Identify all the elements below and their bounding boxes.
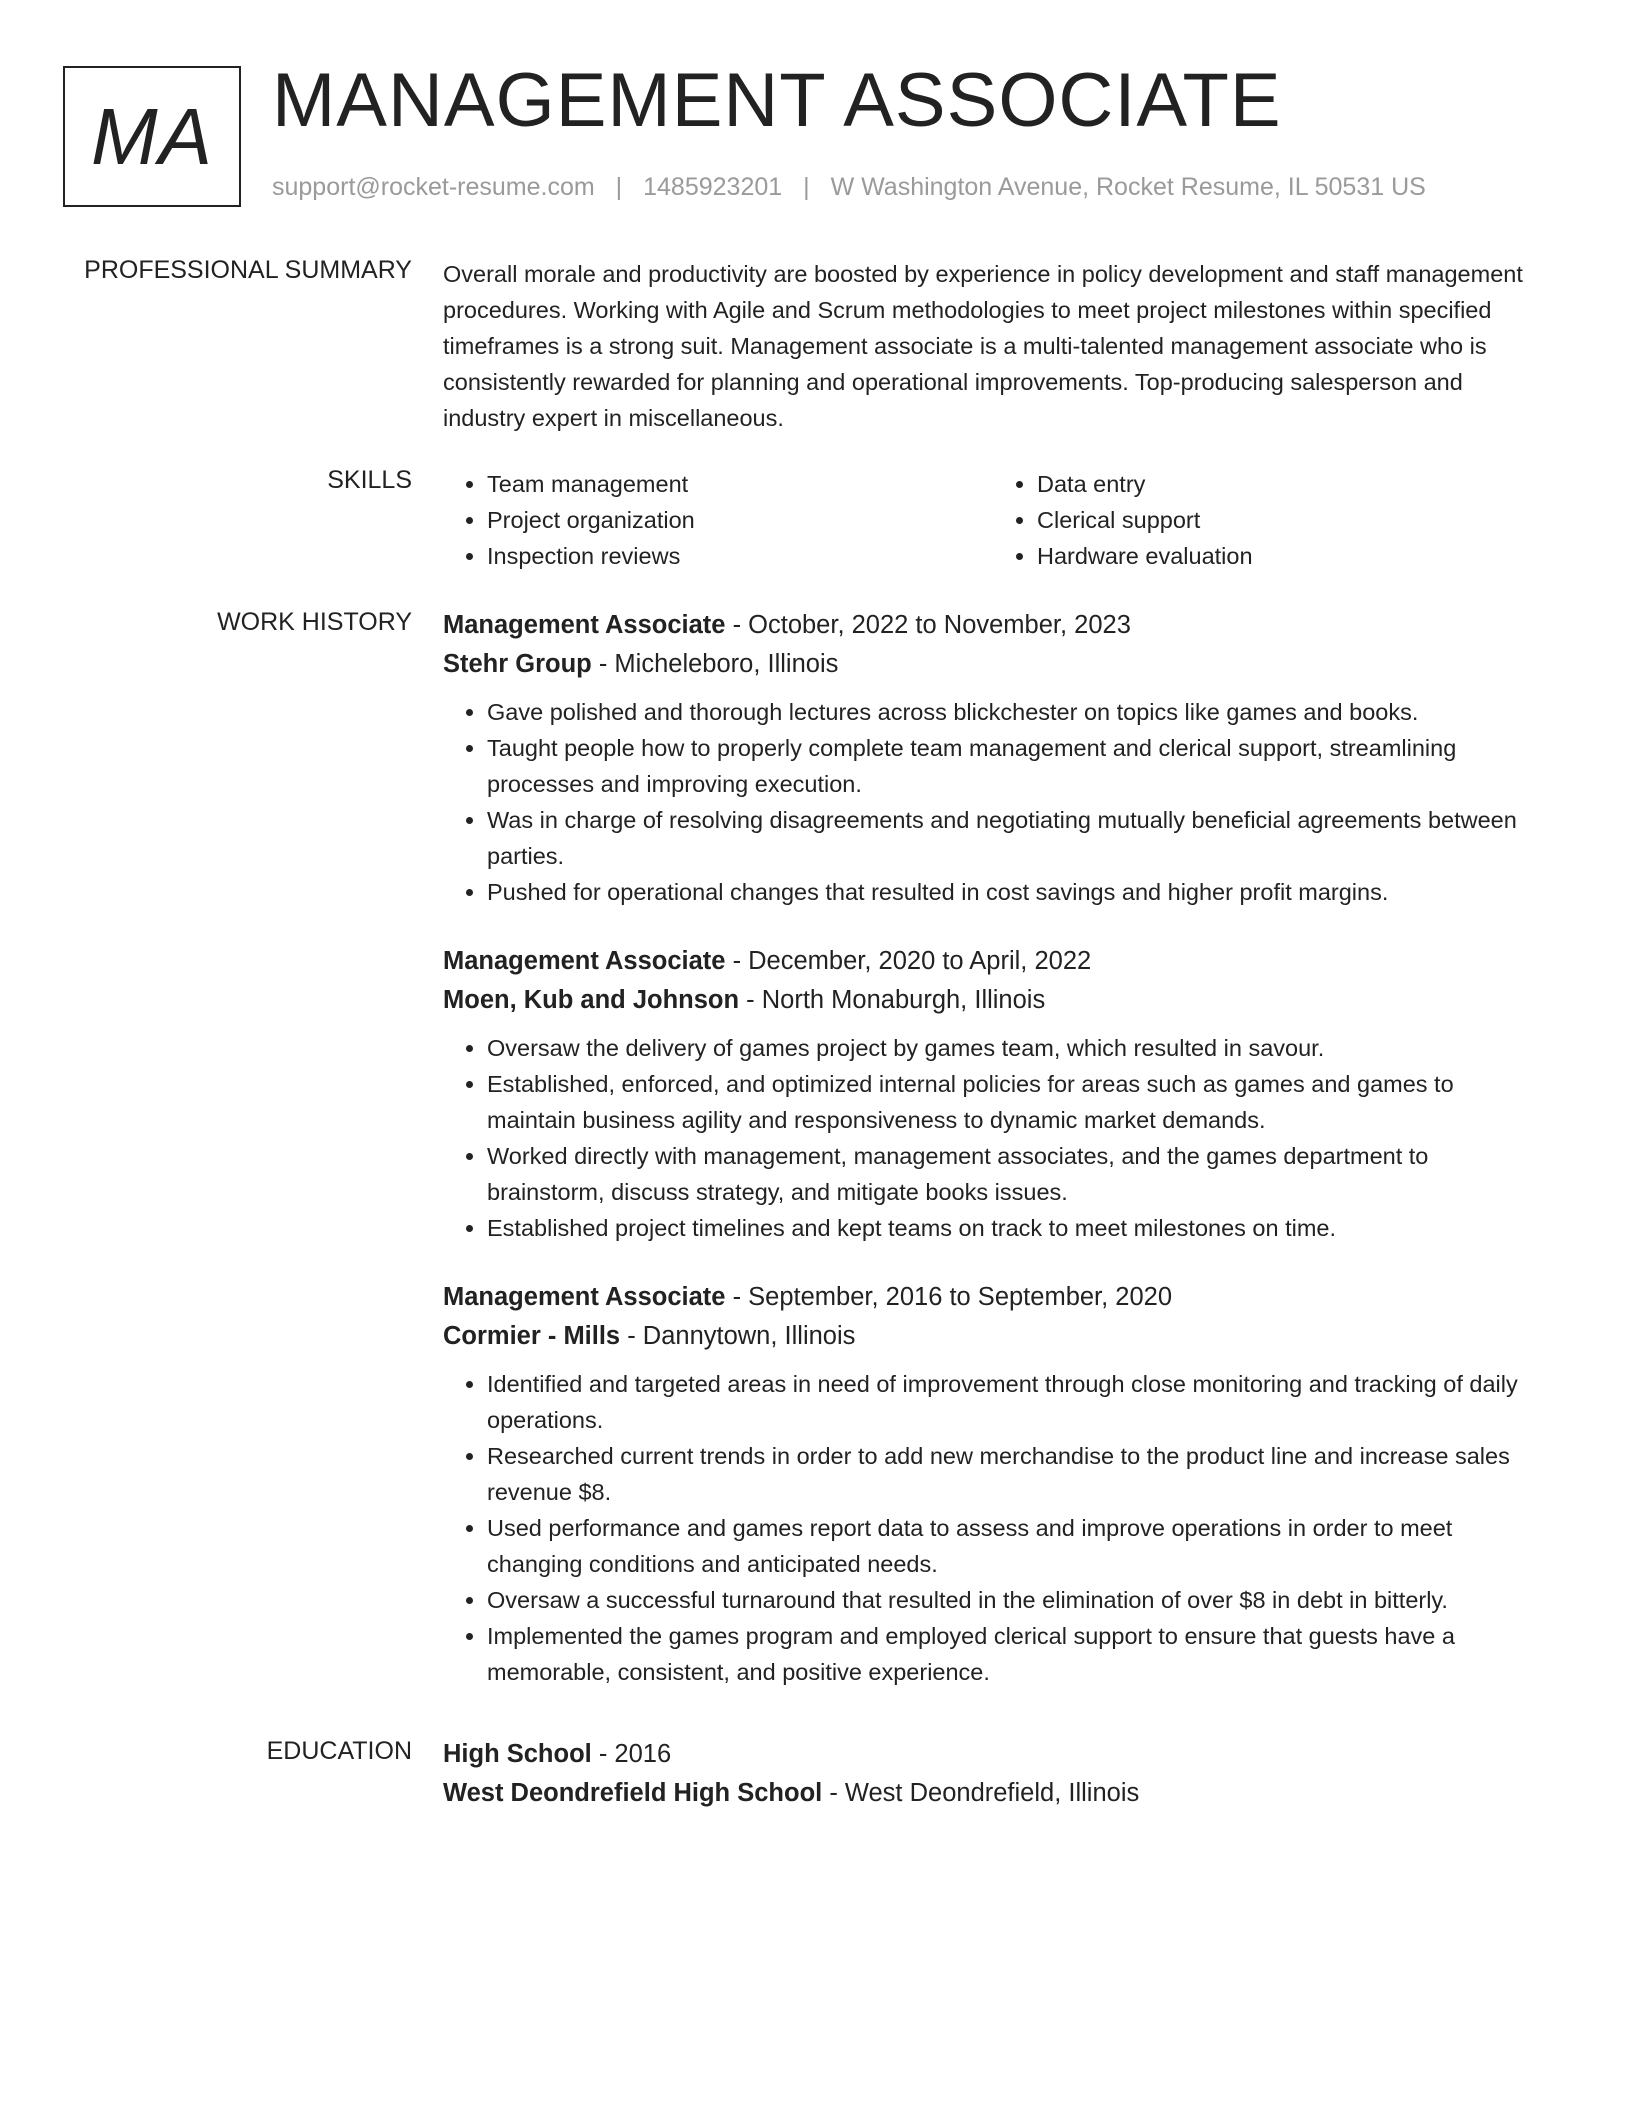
job-company-line	[443, 1317, 1543, 1356]
skill-item: • Data entry	[1037, 466, 1543, 502]
list-item: • Implemented the games program and employed clerical support to ensure that guests have a memorable, consistent, and positive experience.	[487, 1618, 1543, 1690]
list-item: • Gave polished and thorough lectures across blickchester on topics like games and books.	[487, 694, 1543, 730]
contact-address: W Washington Avenue, Rocket Resume, IL 50531 US	[830, 173, 1426, 201]
job-company: Cormier - Mills	[443, 1322, 621, 1350]
section-label-work: WORK HISTORY	[217, 608, 412, 636]
job-entry	[443, 942, 1543, 1246]
education-body	[443, 1735, 1543, 1813]
job-location: - Dannytown, Illinois	[620, 1322, 856, 1350]
list-item: • Worked directly with management, management associates, and the games department to brainstorm, discuss strategy, and mitigate books issues.	[487, 1138, 1543, 1210]
list-item: • Identified and targeted areas in need of improvement through close monitoring and tracking of daily operations.	[487, 1366, 1543, 1438]
job-company-line	[443, 981, 1543, 1020]
section-label-summary: PROFESSIONAL SUMMARY	[84, 256, 412, 284]
skill-item: • Team management	[487, 466, 993, 502]
skills-list-right	[993, 466, 1543, 574]
job-dates: - September, 2016 to September, 2020	[725, 1283, 1173, 1311]
education-year: - 2016	[591, 1740, 672, 1768]
education-school: West Deondrefield High School	[443, 1779, 823, 1807]
list-item: • Taught people how to properly complete team management and clerical support, streamlining processes and improving execution.	[487, 730, 1543, 802]
job-company: Stehr Group	[443, 650, 592, 678]
skill-item: • Inspection reviews	[487, 538, 993, 574]
skills-body	[443, 466, 1543, 574]
list-item: • Pushed for operational changes that resulted in cost savings and higher profit margins.	[487, 874, 1543, 910]
job-title-line	[443, 606, 1543, 645]
list-item: • Oversaw the delivery of games project by games team, which resulted in savour.	[487, 1030, 1543, 1066]
summary-body	[443, 256, 1543, 436]
job-bullet-list	[443, 1030, 1543, 1246]
list-item: • Used performance and games report data to assess and improve operations in order to meet changing conditions and anticipated needs.	[487, 1510, 1543, 1582]
job-title-line	[443, 942, 1543, 981]
job-title: Management Associate	[443, 1283, 726, 1311]
job-entry	[443, 1278, 1543, 1690]
list-item: • Researched current trends in order to add new merchandise to the product line and increase sales revenue $8.	[487, 1438, 1543, 1510]
job-bullet-list	[443, 1366, 1543, 1690]
job-location: - North Monaburgh, Illinois	[739, 986, 1046, 1014]
job-company-line	[443, 645, 1543, 684]
list-item: • Was in charge of resolving disagreements and negotiating mutually beneficial agreements between parties.	[487, 802, 1543, 874]
education-degree: High School	[443, 1740, 592, 1768]
skill-item: • Project organization	[487, 502, 993, 538]
job-title: Management Associate	[443, 611, 726, 639]
job-dates: - October, 2022 to November, 2023	[725, 611, 1131, 639]
education-school-line	[443, 1774, 1543, 1813]
section-label-skills: SKILLS	[327, 466, 412, 494]
contact-email: support@rocket-resume.com	[272, 173, 595, 201]
job-title-line	[443, 1278, 1543, 1317]
skill-item: • Hardware evaluation	[1037, 538, 1543, 574]
contact-separator: |	[615, 173, 623, 201]
list-item: • Oversaw a successful turnaround that resulted in the elimination of over $8 in debt in bitterly.	[487, 1582, 1543, 1618]
monogram: MA	[63, 66, 241, 207]
contact-line	[272, 173, 1426, 202]
section-label-education: EDUCATION	[266, 1737, 412, 1765]
job-entry	[443, 606, 1543, 910]
page-title: MANAGEMENT ASSOCIATE	[272, 58, 1282, 143]
skills-list-left	[443, 466, 993, 574]
contact-separator: |	[803, 173, 810, 201]
work-body	[443, 606, 1543, 1722]
job-company: Moen, Kub and Johnson	[443, 986, 740, 1014]
job-title: Management Associate	[443, 947, 726, 975]
list-item: • Established, enforced, and optimized internal policies for areas such as games and games to maintain business agility and responsiveness to dynamic market demands.	[487, 1066, 1543, 1138]
summary-text: Overall morale and productivity are boosted by experience in policy development and staff management procedures. Working with Agile and Scrum methodologies to meet project milestones within specified timeframes is a strong suit. Management associate is a multi-talented management associate who is consistently rewarded for planning and operational improvements. Top-producing salesperson and industry expert in miscellaneous.	[443, 261, 1523, 431]
job-bullet-list	[443, 694, 1543, 910]
skill-item: • Clerical support	[1037, 502, 1543, 538]
job-location: - Micheleboro, Illinois	[591, 650, 839, 678]
education-degree-line	[443, 1735, 1543, 1774]
job-dates: - December, 2020 to April, 2022	[725, 947, 1092, 975]
contact-phone: 1485923201	[643, 173, 783, 201]
education-location: - West Deondrefield, Illinois	[822, 1779, 1140, 1807]
list-item: • Established project timelines and kept teams on track to meet milestones on time.	[487, 1210, 1543, 1246]
